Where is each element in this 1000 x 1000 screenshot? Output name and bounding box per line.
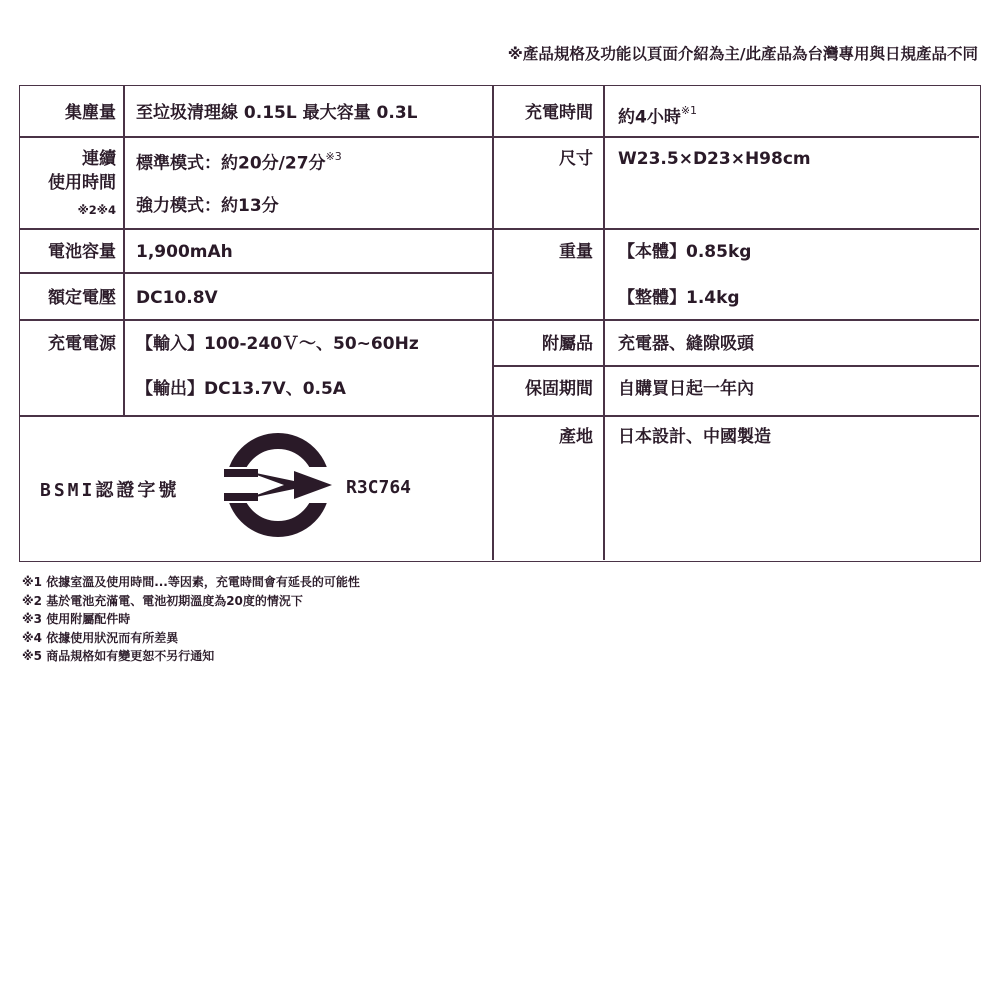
bsmi-code: R3C764 [346, 477, 412, 498]
value-accessories: 充電器、縫隙吸頭 [618, 334, 754, 354]
value-power-output: 【輸出】DC13.7V、0.5A [136, 379, 346, 399]
bsmi-label: BSMI認證字號 [40, 480, 180, 501]
value-size: W23.5×D23×H98cm [618, 149, 811, 169]
label-dust-capacity: 集塵量 [65, 103, 116, 123]
value-runtime-power: 強力模式：約13分 [136, 196, 279, 216]
value-voltage: DC10.8V [136, 288, 218, 308]
label-voltage: 額定電壓 [48, 288, 116, 308]
row-divider [20, 415, 979, 417]
label-battery: 電池容量 [48, 242, 116, 262]
label-weight: 重量 [559, 242, 593, 262]
label-power-source: 充電電源 [48, 334, 116, 354]
value-battery: 1,900mAh [136, 242, 233, 262]
label-runtime-line1: 連續 [82, 149, 116, 169]
value-weight-total: 【整體】1.4kg [618, 288, 740, 308]
charge-time-text: 約4小時 [618, 107, 681, 128]
value-charge-time [618, 103, 697, 128]
bsmi-mark-icon [224, 431, 332, 543]
col-divider [603, 86, 605, 560]
label-charge-time: 充電時間 [525, 103, 593, 123]
value-power-input: 【輸入】100-240Ｖ～、50~60Hz [136, 334, 419, 354]
label-runtime-line2: 使用時間 [48, 173, 116, 193]
label-runtime-note: ※2※4 [77, 203, 116, 217]
row-divider [492, 365, 979, 367]
row-divider [20, 228, 979, 230]
runtime-standard-text: 標準模式：約20分/27分 [136, 153, 326, 174]
spec-table [19, 85, 981, 562]
label-size: 尺寸 [559, 149, 593, 169]
row-divider [20, 136, 979, 138]
footnote: ※1 依據室溫及使用時間...等因素，充電時間會有延長的可能性 [22, 575, 360, 589]
footnote: ※4 依據使用狀況而有所差異 [22, 630, 179, 645]
col-divider [123, 86, 125, 415]
value-origin: 日本設計、中國製造 [618, 427, 771, 447]
footnote: ※3 使用附屬配件時 [22, 612, 131, 626]
row-divider [20, 272, 492, 274]
label-accessories: 附屬品 [542, 334, 593, 354]
charge-time-mark: ※1 [680, 104, 698, 117]
footnote: ※2 基於電池充滿電、電池初期溫度為20度的情況下 [22, 593, 303, 608]
footnotes [22, 573, 360, 666]
runtime-standard-mark: ※3 [325, 150, 342, 163]
value-runtime-standard [136, 149, 342, 174]
value-weight-body: 【本體】0.85kg [618, 242, 752, 262]
label-warranty: 保固期間 [525, 379, 593, 399]
label-origin: 產地 [559, 427, 593, 447]
product-notice: ※產品規格及功能以頁面介紹為主/此產品為台灣專用與日規產品不同 [507, 45, 978, 63]
value-warranty: 自購買日起一年內 [618, 379, 754, 399]
footnote: ※5 商品規格如有變更恕不另行通知 [22, 649, 215, 663]
value-dust-capacity: 至垃圾清理線 0.15L 最大容量 0.3L [136, 103, 418, 123]
row-divider [20, 319, 979, 321]
